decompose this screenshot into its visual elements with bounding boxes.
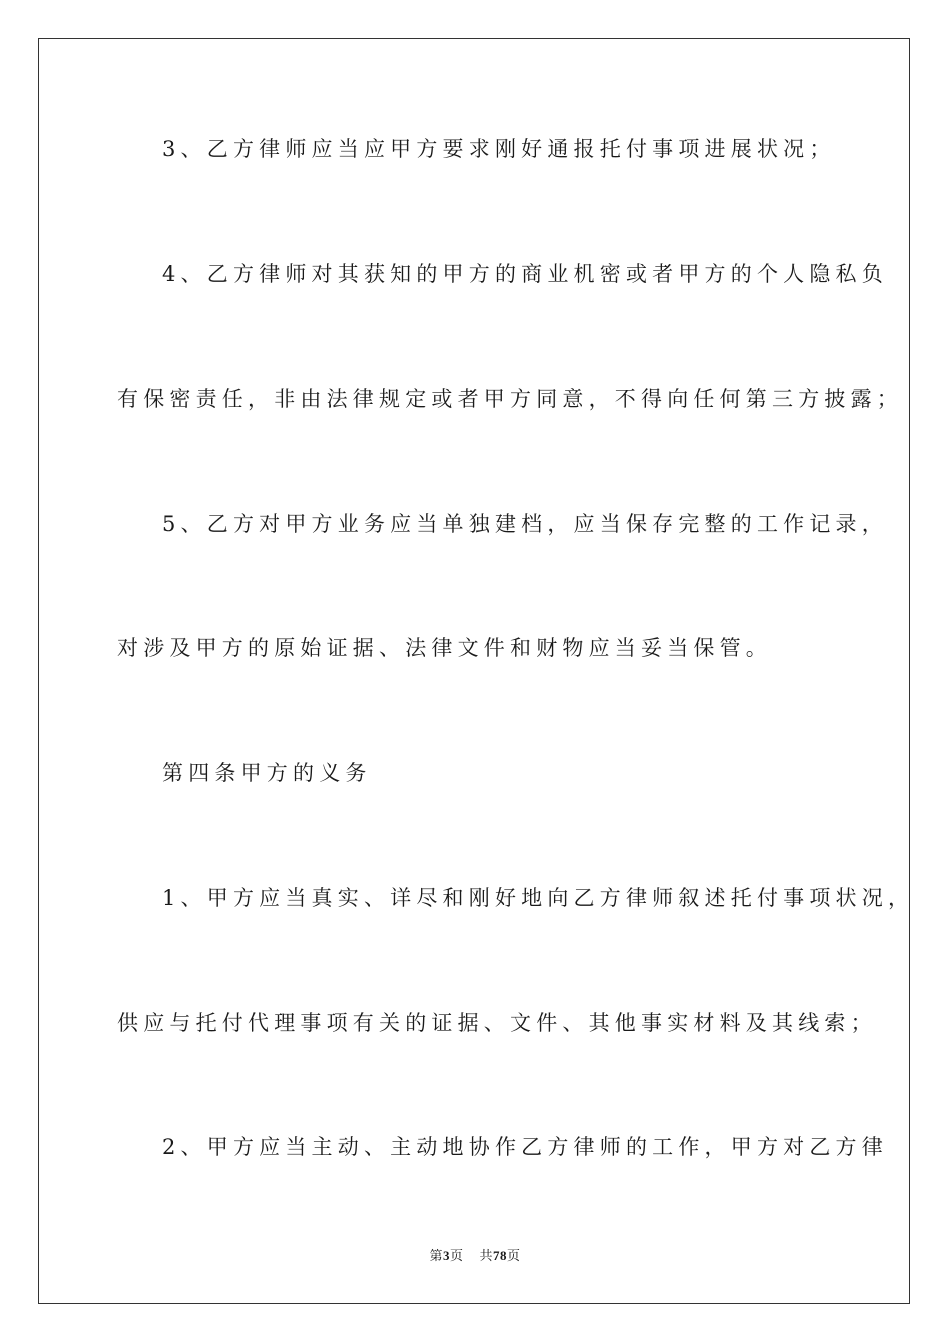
paragraph-line-1: 3、乙方律师应当应甲方要求刚好通报托付事项进展状况；	[162, 137, 836, 161]
paragraph-line-9: 2、甲方应当主动、主动地协作乙方律师的工作，甲方对乙方律	[162, 1135, 888, 1159]
section-heading: 第四条甲方的义务	[162, 761, 372, 785]
page-footer	[0, 1247, 950, 1266]
page-number: 3	[442, 1248, 450, 1263]
paragraph-line-5: 对涉及甲方的原始证据、法律文件和财物应当妥当保管。	[117, 636, 772, 660]
total-pages: 78	[493, 1248, 508, 1263]
paragraph-line-4: 5、乙方对甲方业务应当单独建档，应当保存完整的工作记录，	[162, 512, 888, 536]
paragraph-line-2: 4、乙方律师对其获知的甲方的商业机密或者甲方的个人隐私负	[162, 262, 888, 286]
total-suffix: 页	[507, 1249, 521, 1264]
paragraph-line-8: 供应与托付代理事项有关的证据、文件、其他事实材料及其线索；	[117, 1011, 877, 1035]
total-prefix: 共	[479, 1249, 494, 1264]
paragraph-line-7: 1、甲方应当真实、详尽和刚好地向乙方律师叙述托付事项状况，	[162, 886, 915, 910]
page-suffix: 页	[449, 1249, 464, 1264]
paragraph-line-3: 有保密责任，非由法律规定或者甲方同意，不得向任何第三方披露；	[117, 387, 903, 411]
page-prefix: 第	[429, 1249, 443, 1264]
page-border	[38, 38, 910, 1304]
